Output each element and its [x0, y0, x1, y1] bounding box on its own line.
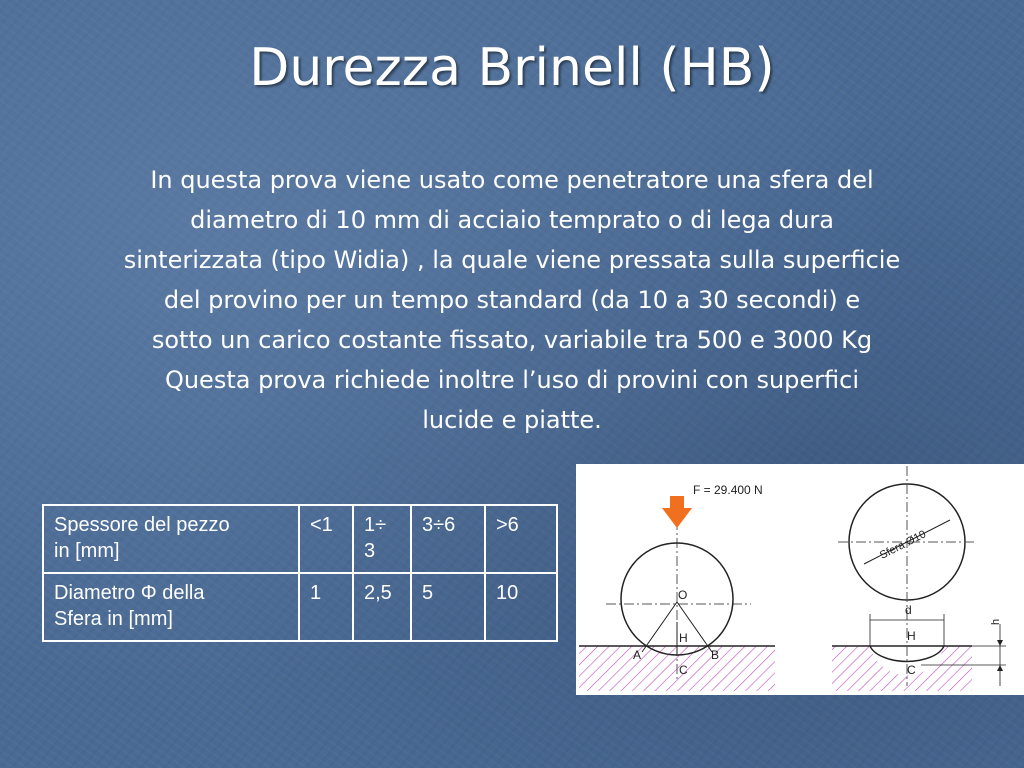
point-b-label: B [711, 648, 720, 662]
dim-h-label: H [907, 629, 916, 643]
table-cell: 3÷6 [411, 505, 485, 573]
left-figure [579, 483, 775, 691]
row-header-line: Spessore del pezzo [54, 514, 230, 536]
force-label: F = 29.400 N [693, 483, 763, 497]
body-paragraph [20, 160, 1004, 440]
body-line: Questa prova richiede inoltre l’uso di provini con superfici [164, 366, 860, 394]
row-header-line: Sfera in [mm] [54, 608, 173, 630]
row-header-cell [43, 505, 299, 573]
table-cell: 1÷ 3 [353, 505, 411, 573]
dim-d-label: d [905, 603, 912, 617]
specimen-table [42, 504, 558, 642]
table-cell: 2,5 [353, 573, 411, 641]
row-header-line: in [mm] [54, 540, 120, 562]
table-cell: <1 [299, 505, 353, 573]
body-line: In questa prova viene usato come penetratore una sfera del [150, 166, 874, 194]
dim-h-arrow-bottom [997, 665, 1003, 671]
table-cell: 1 [299, 573, 353, 641]
force-arrow-icon [662, 496, 692, 528]
table-row [43, 505, 557, 573]
body-line: lucide e piatte. [422, 406, 602, 434]
table-cell: 5 [411, 573, 485, 641]
table-cell: 10 [485, 573, 557, 641]
point-a-label: A [633, 648, 642, 662]
ball-diameter-label: Sfera Ø10 [877, 528, 929, 562]
dim-h-arrow-top [997, 640, 1003, 646]
body-line: diametro di 10 mm di acciaio temprato o di lega dura [190, 206, 834, 234]
table-cell: >6 [485, 505, 557, 573]
body-line: del provino per un tempo standard (da 10 a 30 secondi) e [163, 286, 861, 314]
point-c-right-label: C [907, 663, 916, 677]
brinell-diagram [576, 464, 1024, 695]
dim-h-small-label: h [990, 618, 1002, 625]
slide-title: Durezza Brinell (HB) [249, 38, 775, 98]
point-o-label: O [678, 588, 688, 602]
point-c-label: C [679, 663, 688, 677]
row-header-cell [43, 573, 299, 641]
table-row [43, 573, 557, 641]
body-line: sinterizzata (tipo Widia) , la quale viene pressata sulla superficie [123, 246, 901, 274]
row-header-line: Diametro Φ della [54, 582, 205, 604]
radius-oa [642, 602, 677, 652]
body-line: sotto un carico costante fissato, variabile tra 500 e 3000 Kg [151, 326, 873, 354]
brinell-diagram-svg [576, 464, 1024, 695]
point-h-label: H [679, 631, 688, 645]
right-figure [832, 466, 1006, 691]
